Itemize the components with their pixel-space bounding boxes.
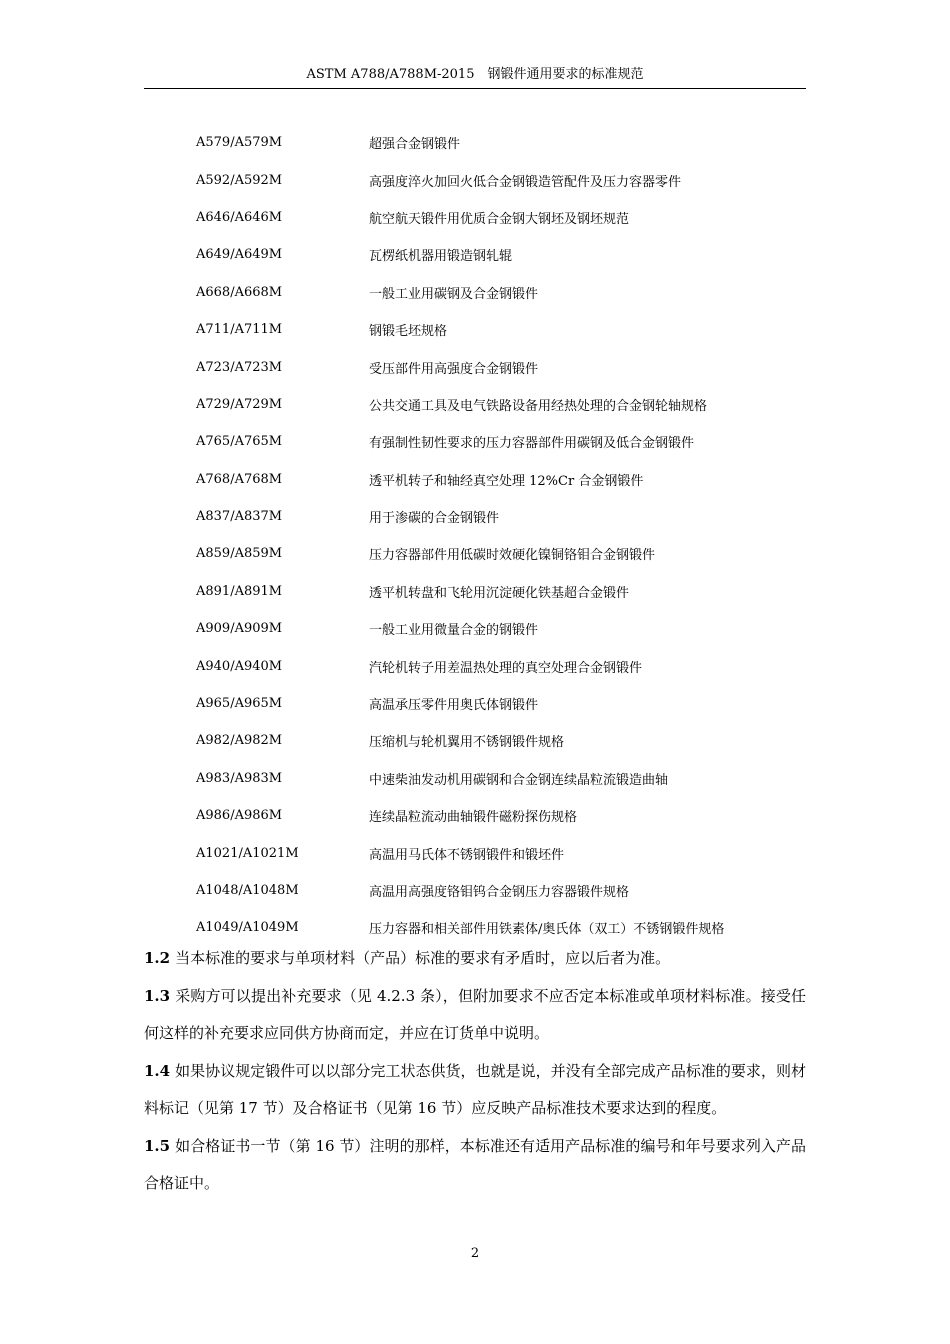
list-item xyxy=(196,236,806,273)
clause-number: 1.5 xyxy=(144,1136,171,1155)
clause-text: 当本标准的要求与单项材料（产品）标准的要求有矛盾时，应以后者为准。 xyxy=(175,949,671,967)
clause-number: 1.4 xyxy=(144,1061,171,1080)
list-item xyxy=(196,461,806,498)
list-item xyxy=(196,274,806,311)
list-item xyxy=(196,834,806,871)
clause-1-5 xyxy=(144,1128,806,1203)
standard-title: 受压部件用高强度合金钢锻件 xyxy=(369,361,539,377)
standard-code: A1048/A1048M xyxy=(196,883,299,898)
standard-code: A837/A837M xyxy=(196,509,283,525)
clause-number: 1.3 xyxy=(144,986,171,1005)
list-item xyxy=(196,872,806,909)
clause-number: 1.2 xyxy=(144,949,171,967)
running-header: ASTM A788/A788M-2015 钢锻件通用要求的标准规范 xyxy=(306,67,644,82)
standard-code: A592/A592M xyxy=(196,172,283,188)
standard-code: A909/A909M xyxy=(196,621,283,637)
standard-title: 高温用马氏体不锈钢锻件和锻坯件 xyxy=(369,847,565,863)
standard-title: 用于渗碳的合金钢锻件 xyxy=(369,511,500,527)
standard-code: A982/A982M xyxy=(196,733,283,749)
list-item xyxy=(196,573,806,610)
list-item xyxy=(196,199,806,236)
standard-code: A649/A649M xyxy=(196,247,283,263)
standard-title: 压力容器部件用低碳时效硬化镍铜铬钼合金钢锻件 xyxy=(369,548,656,564)
standard-code: A729/A729M xyxy=(196,396,283,412)
list-item xyxy=(196,685,806,722)
standard-title: 压力容器和相关部件用铁素体/奥氏体（双工）不锈钢锻件规格 xyxy=(369,922,725,938)
list-item xyxy=(196,498,806,535)
standard-title: 一般工业用碳钢及合金钢锻件 xyxy=(369,286,539,302)
standard-title: 压缩机与轮机翼用不锈钢锻件规格 xyxy=(369,735,565,751)
list-item xyxy=(196,610,806,647)
standard-title: 连续晶粒流动曲轴锻件磁粉探伤规格 xyxy=(369,810,578,826)
standard-title: 高强度淬火加回火低合金钢锻造管配件及压力容器零件 xyxy=(369,174,682,190)
list-item xyxy=(196,161,806,198)
standard-code: A859/A859M xyxy=(196,546,283,562)
page-number: 2 xyxy=(470,1246,480,1261)
standard-code: A768/A768M xyxy=(196,471,283,487)
standard-title: 高温用高强度铬钼钨合金钢压力容器锻件规格 xyxy=(369,885,630,900)
standard-title: 有强制性韧性要求的压力容器部件用碳钢及低合金钢锻件 xyxy=(369,436,695,452)
standard-title: 瓦楞纸机器用锻造钢轧辊 xyxy=(369,249,513,265)
standard-title: 超强合金钢锻件 xyxy=(369,137,461,153)
standard-title: 公共交通工具及电气铁路设备用经热处理的合金钢轮轴规格 xyxy=(369,398,708,414)
clause-text: 如合格证书一节（第 16 节）注明的那样，本标准还有适用产品标准的编号和年号要求列入产品合格证中。 xyxy=(144,1136,806,1192)
standard-code: A646/A646M xyxy=(196,209,283,225)
standard-title: 钢锻毛坯规格 xyxy=(369,324,448,340)
list-item xyxy=(196,124,806,161)
list-item xyxy=(196,423,806,460)
list-item xyxy=(196,311,806,348)
list-item xyxy=(196,348,806,385)
standard-title: 透平机转盘和飞轮用沉淀硬化铁基超合金锻件 xyxy=(369,585,630,601)
list-item xyxy=(196,535,806,572)
standard-code: A1021/A1021M xyxy=(196,845,299,861)
list-item xyxy=(196,386,806,423)
standard-title: 航空航天锻件用优质合金钢大钢坯及钢坯规范 xyxy=(369,211,630,227)
standard-title: 汽轮机转子用差温热处理的真空处理合金钢锻件 xyxy=(369,660,643,676)
standard-code: A723/A723M xyxy=(196,359,283,375)
clause-1-4 xyxy=(144,1053,806,1128)
standard-title: 透平机转子和轴经真空处理 12%Cr 合金钢锻件 xyxy=(369,473,644,489)
header-rule xyxy=(144,88,806,89)
list-item xyxy=(196,647,806,684)
standard-code: A765/A765M xyxy=(196,434,283,450)
standard-code: A983/A983M xyxy=(196,770,283,786)
standard-code: A940/A940M xyxy=(196,658,283,674)
list-item xyxy=(196,760,806,797)
standard-title: 一般工业用微量合金的钢锻件 xyxy=(369,623,539,639)
standard-title: 中速柴油发动机用碳钢和合金钢连续晶粒流锻造曲轴 xyxy=(369,772,669,788)
list-item xyxy=(196,797,806,834)
standard-code: A711/A711M xyxy=(196,322,283,338)
standard-code: A965/A965M xyxy=(196,696,283,712)
standard-code: A986/A986M xyxy=(196,808,283,824)
standard-code: A891/A891M xyxy=(196,583,283,599)
list-item xyxy=(196,722,806,759)
clause-1-2 xyxy=(144,940,806,978)
clause-1-3 xyxy=(144,978,806,1053)
clause-text: 采购方可以提出补充要求（见 4.2.3 条），但附加要求不应否定本标准或单项材料标准。接受任何这样的补充要求应同供方协商而定，并应在订货单中说明。 xyxy=(144,986,806,1042)
referenced-standards-list xyxy=(196,124,806,947)
standard-code: A1049/A1049M xyxy=(196,920,299,936)
standard-title: 高温承压零件用奥氏体钢锻件 xyxy=(369,698,539,714)
standard-code: A668/A668M xyxy=(196,284,283,300)
standard-code: A579/A579M xyxy=(196,135,283,151)
clause-text: 如果协议规定锻件可以以部分完工状态供货，也就是说，并没有全部完成产品标准的要求，则材料标记（见第 17 节）及合格证书（见第 16 节）应反映产品标准技术要求达到的程度。 xyxy=(144,1061,806,1117)
clauses-section xyxy=(144,940,806,1203)
